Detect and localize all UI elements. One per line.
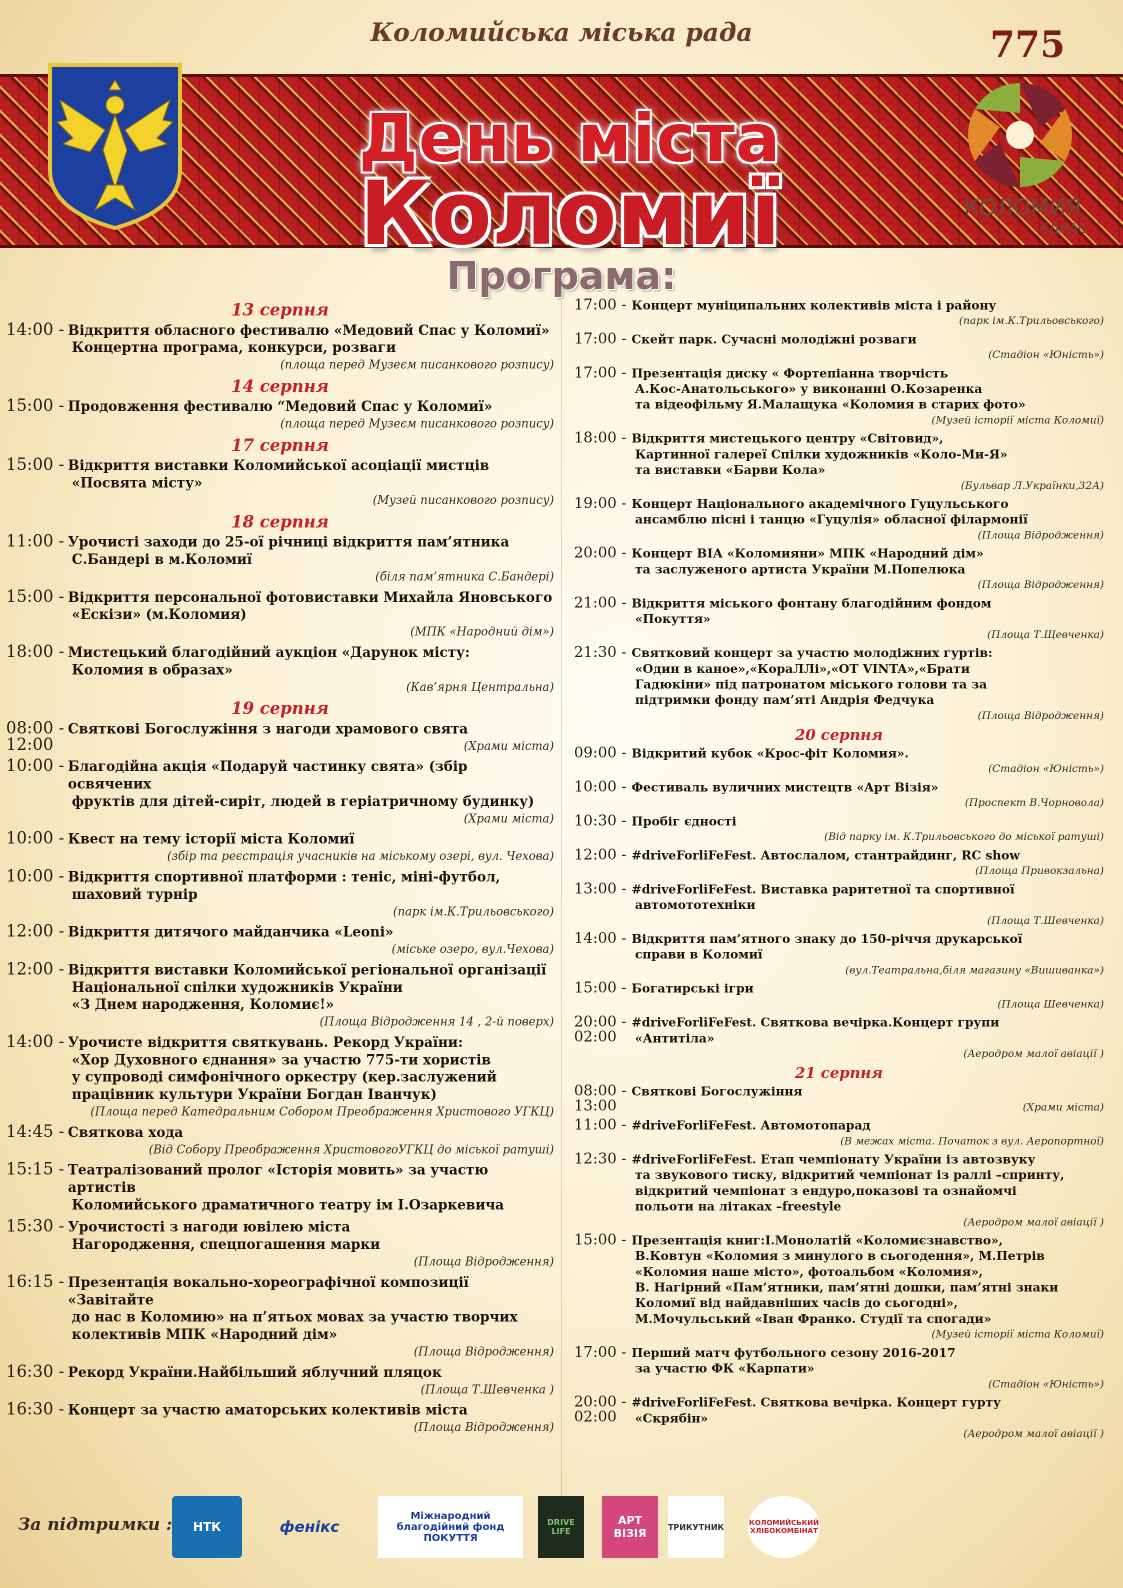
event-location: (Стадіон «Юність») [988, 348, 1104, 361]
event-description: Концерт муніципальних колективів міста і району [631, 298, 997, 313]
event-time: 12:00 - [6, 922, 65, 942]
event-description: Презентація диску « Фортепіанна творчість [631, 366, 949, 381]
event-description: працівник культури України Богдан Іванчук) [71, 1087, 437, 1104]
event-location: (Площа Привокзальна) [975, 864, 1104, 877]
event-time: 15:30 - [6, 1217, 65, 1237]
event-description: Святкові Богослужіння [631, 1084, 803, 1099]
event-location: (парк ім.К.Трильовського) [959, 314, 1104, 327]
event-entry [6, 831, 554, 864]
event-description: Перший матч футбольного сезону 2016-2017 [631, 1346, 956, 1361]
event-time: 20:00 - [574, 544, 627, 563]
event-description: Богатирські ігри [631, 982, 754, 997]
event-location: (Площа перед Катедральним Собором Преображення Христового УГКЦ) [90, 1104, 554, 1119]
event-entry [574, 643, 1104, 723]
event-description: #driveForliFeFest. Етап чемпіонату України із автозвуку [631, 1152, 1036, 1167]
event-description: В.Ковтун «Коломия з минулого в сьогодення», М.Петрів [635, 1249, 1045, 1264]
event-time: 13:00 - [574, 880, 627, 898]
event-time: 10:00 - [6, 829, 65, 849]
brand-name: КОЛОМИЯ [963, 196, 1082, 221]
event-description: та звукового тиску, відкритий чемпіонат із раллі –спринту, [635, 1168, 1065, 1183]
event-time: 14:00 - [6, 320, 65, 340]
event-entry [574, 882, 1104, 927]
event-description: Святковий концерт за участю молодіжних гуртів: [631, 646, 993, 661]
event-location: (Аеродром малої авіації ) [963, 1047, 1104, 1060]
coat-of-arms-icon [45, 60, 185, 230]
event-entry [6, 1219, 554, 1269]
event-description: відкритий чемпіонат з ендуро,показові та ознайомчі [635, 1184, 1017, 1199]
event-entry [6, 1274, 554, 1359]
event-time: 18:00 - [6, 642, 65, 662]
event-description: Картинної галереї Спілки художників «Коло-Ми-Я» [635, 447, 1008, 462]
event-entry [6, 1364, 554, 1397]
sponsor-fenix-logo: фенікс [279, 1518, 340, 1536]
event-description: «Покуття» [635, 612, 711, 627]
event-entry [6, 396, 554, 432]
event-location: (Аеродром малої авіації ) [963, 1215, 1104, 1228]
event-description: Урочисте відкриття святкувань. Рекорд України: [67, 1035, 463, 1051]
sponsor-ntk-logo: НТК [172, 1496, 242, 1558]
brand-slogan: ЄДНАЄ [1040, 222, 1087, 237]
event-location: (площа перед Музеєм писанкового розпису) [280, 357, 554, 372]
event-time: 12:00 - [6, 959, 65, 980]
event-time: 15:00 - [6, 587, 65, 607]
event-entry [6, 756, 554, 827]
event-description: С.Бандері в м.Коломиї [71, 552, 253, 568]
event-entry [6, 455, 554, 508]
event-description: до нас в Коломию» на п’ятьох мовах за участю творчих [71, 1310, 518, 1326]
event-description: Відкриття міського фонтану благодійним фондом [631, 596, 992, 611]
event-description: фруктів для дітей-сиріт, людей в геріатричному будинку) [71, 794, 535, 810]
event-time: 10:30 - [574, 812, 627, 830]
event-entry [574, 546, 1104, 591]
event-entry [6, 322, 554, 372]
event-description: справи в Коломиї [635, 948, 763, 963]
event-location: (Площа Т.Шевченка ) [420, 1382, 554, 1397]
event-description: «Один в каное»,«КораЛЛі»,«ОТ VINTA»,«Брати [635, 662, 970, 677]
event-entry [574, 1015, 1104, 1060]
event-description: та відеофільму Я.Малащука «Коломия в старих фото» [635, 398, 1026, 413]
event-description: М.Мочульський «Іван Франко. Студії та спогади» [635, 1312, 992, 1327]
event-description: польоти на літаках –freestyle [635, 1200, 842, 1214]
event-description: Концерт Національного академічного Гуцульського [631, 497, 1009, 512]
event-description: Фестиваль вуличних мистецтв «Арт Візія» [631, 780, 939, 795]
event-location: (Площа Відродження) [413, 1344, 554, 1359]
anniversary-number: 775 [990, 24, 1066, 66]
event-entry [6, 1034, 554, 1119]
event-description: А.Кос-Анатольського» у виконанні О.Козаренка [635, 382, 983, 397]
event-entry [6, 924, 554, 957]
event-entry [6, 1162, 554, 1214]
event-description: Відкриття обласного фестивалю «Медовий Спас у Коломиї» [67, 323, 550, 339]
event-time: 16:15 - [6, 1272, 65, 1292]
event-location: (Кав’ярня Центральна) [406, 680, 554, 694]
event-entry [6, 718, 554, 755]
event-time: 15:00 - [6, 396, 65, 417]
event-location: (В межах міста. Початок з вул. Аеропортної) [840, 1134, 1104, 1147]
event-time: 11:00 - [574, 1116, 627, 1134]
event-time: 17:00 - [574, 296, 627, 314]
event-entry [574, 332, 1104, 362]
event-location: (Площа Відродження) [413, 1254, 554, 1269]
event-location: (Стадіон «Юність») [988, 762, 1104, 775]
event-entry [574, 1233, 1104, 1341]
event-description: у супроводі симфонічного оркестру (кер.заслужений [71, 1070, 497, 1086]
event-location: (Стадіон «Юність») [988, 1377, 1104, 1391]
event-description: та виставки «Барви Кола» [635, 463, 826, 478]
event-entry [574, 1118, 1104, 1148]
event-location: (біля пам’ятника С.Бандері) [375, 569, 554, 584]
event-description: Відкриття мистецького центру «Світовид», [631, 432, 944, 447]
event-description: «Скрябін» [635, 1411, 709, 1426]
kolomyia-star-logo-icon [955, 75, 1085, 195]
date-heading: 13 серпня [231, 300, 329, 321]
event-time: 15:15 - [6, 1160, 65, 1180]
event-description: В. Нагірний «Пам’ятники, пам’ятні дошки, пам’ятні знаки [635, 1281, 1059, 1296]
event-entry [6, 1402, 554, 1435]
event-description: Відкриття дитячого майданчика «Leoni» [67, 924, 394, 941]
event-location: (Площа Відродження) [977, 528, 1104, 542]
event-entry [574, 929, 1104, 977]
event-description: Нагородження, спецпогашення марки [71, 1237, 381, 1254]
event-entry [6, 644, 554, 694]
program-left-column [6, 298, 554, 1440]
event-time: 10:00 - [574, 778, 627, 796]
date-heading: 21 серпня [795, 1064, 883, 1083]
sponsor-drive-life-logo: DRIVE LIFE [538, 1496, 584, 1558]
event-location: (Від Собору Преображення ХристовогоУГКЦ до міської ратуші) [148, 1142, 554, 1157]
event-description: Рекорд України.Найбільший яблучний пляцок [67, 1365, 442, 1381]
event-location: (площа перед Музеєм писанкового розпису) [280, 417, 554, 431]
date-heading: 14 серпня [231, 377, 329, 397]
event-description: Національної спілки художників України [71, 980, 403, 996]
event-entry [574, 1343, 1104, 1391]
event-time: 08:00 - 13:00 [574, 1082, 627, 1115]
sponsor-art-viziia-logo: АРТ ВІЗІЯ [602, 1496, 658, 1558]
event-description: Відкритий кубок «Крос-фіт Коломия». [631, 746, 909, 761]
event-description: Благодійна акція «Подаруй частинку свята» (збір освячених [67, 759, 468, 793]
event-location: (Храми міста) [463, 739, 554, 753]
event-entry [6, 959, 554, 1030]
event-time: 11:00 - [6, 532, 65, 552]
program-right-column [574, 298, 1104, 1445]
sponsors-label: За підтримки : [18, 1515, 173, 1535]
event-entry [574, 1395, 1104, 1440]
event-time: 17:00 - [574, 1343, 627, 1362]
event-entry [574, 746, 1104, 776]
event-description: Концерт за участю аматорських колективів міста [67, 1402, 468, 1419]
event-description: Відкриття виставки Коломийської асоціації мистців [67, 458, 490, 475]
event-location: (Храми міста) [1022, 1100, 1104, 1113]
event-description: Театралізований пролог «Історія мовить» за участю артистів [67, 1163, 489, 1196]
event-time: 15:00 - [6, 455, 65, 476]
event-location: (Музей писанкового розпису) [372, 493, 554, 507]
event-entry [574, 1152, 1104, 1229]
event-description: Святкові Богослужіння з нагоди храмового свята [67, 721, 469, 738]
event-description: за участю ФК «Карпати» [635, 1362, 815, 1377]
event-description: Скейт парк. Сучасні молодіжні розваги [631, 332, 917, 347]
event-location: (Площа Відродження) [977, 578, 1104, 591]
event-time: 21:00 - [574, 594, 627, 612]
event-location: (Храми міста) [463, 811, 554, 826]
event-time: 17:00 - [574, 364, 627, 382]
event-time: 19:00 - [574, 494, 627, 513]
event-location: (Площа Шевченка) [997, 997, 1104, 1011]
event-description: Гадюкіни» під патронатом міського голови та за [635, 677, 987, 692]
date-heading: 17 серпня [231, 436, 329, 456]
event-location: (МПК «Народний дім») [410, 625, 554, 639]
event-description: Презентація вокально-хореографічної композиції «Завітайте [67, 1275, 469, 1309]
event-entry [574, 596, 1104, 641]
event-location: (збір та реєстрація учасників на міському озері, вул. Чехова) [167, 849, 554, 864]
event-description: Відкриття спортивної платформи : теніс, міні-футбол, [67, 869, 501, 886]
event-entry [574, 494, 1104, 542]
event-description: «Посвята місту» [71, 476, 203, 492]
event-description: «Хор Духовного єднання» за участю 775-ти хористів [71, 1052, 491, 1069]
event-description: Мистецький благодійний аукціон «Дарунок місту: [67, 645, 470, 661]
event-location: (Проспект В.Чорновола) [964, 796, 1104, 809]
event-description: ансамблю пісні і танцю «Гуцулія» обласної філармонії [635, 513, 1028, 528]
date-heading: 19 серпня [231, 699, 329, 719]
event-description: автомототехніки [635, 898, 756, 913]
event-description: Урочисті заходи до 25-ої річниці відкриття пам’ятника [67, 535, 510, 551]
event-description: Урочистості з нагоди ювілею міста [67, 1220, 351, 1236]
event-time: 15:00 - [574, 1231, 627, 1249]
event-location: (Площа Відродження) [413, 1420, 554, 1434]
event-time: 21:30 - [574, 643, 627, 662]
date-heading: 18 серпня [231, 512, 329, 533]
event-time: 10:00 - [6, 756, 65, 776]
event-entry [6, 866, 554, 919]
event-entry [574, 981, 1104, 1011]
event-location: (Площа Т.Щевченка) [987, 628, 1104, 641]
event-entry [574, 366, 1104, 427]
event-location: (Площа Т.Шевченка) [987, 914, 1104, 927]
event-entry [6, 534, 554, 584]
event-entry [6, 589, 554, 639]
event-description: «Ескізи» (м.Коломия) [71, 607, 247, 624]
event-time: 20:00 - 02:00 [574, 1013, 627, 1046]
event-location: (Площа Відродження 14 , 2-й поверх) [319, 1014, 554, 1029]
event-entry [574, 848, 1104, 878]
event-description: Концертна програма, конкурси, розваги [71, 340, 396, 357]
event-description: #driveForliFeFest. Автомотопарад [631, 1118, 871, 1133]
event-time: 14:45 - [6, 1122, 65, 1142]
event-time: 12:30 - [574, 1150, 627, 1168]
event-time: 18:00 - [574, 429, 627, 448]
event-location: (Від парку ім. К.Трильовського до міської ратуші) [824, 830, 1104, 843]
event-description: Презентація книг:І.Монолатій «Коломиєзнавство», [631, 1234, 1003, 1248]
event-entry [574, 298, 1104, 328]
event-description: #driveForliFeFest. Святкова вечірка. Концерт гурту [631, 1396, 1001, 1411]
event-description: шаховий турнір [71, 887, 198, 903]
event-description: Концерт ВІА «Коломияни» МПК «Народний дім» [631, 547, 984, 562]
sponsor-pokuttia-logo: Міжнародний благодійний фонд ПОКУТТЯ [378, 1496, 523, 1558]
city-council-heading: Коломийська міська рада [370, 18, 753, 47]
event-description: Відкриття персональної фотовиставки Михайла Яновського [67, 590, 553, 606]
title-line-2: Коломиї [359, 162, 781, 265]
column-divider [561, 300, 562, 1500]
event-description: #driveForliFeFest. Виставка раритетної та спортивної [631, 882, 1015, 897]
event-entry [574, 1084, 1104, 1114]
sponsor-trykutnyk-logo: ТРИКУТНИК [668, 1496, 724, 1558]
event-location: (міське озеро, вул.Чехова) [391, 942, 554, 956]
date-heading: 20 серпня [795, 726, 883, 745]
event-time: 15:00 - [574, 979, 627, 997]
event-time: 14:00 - [6, 1032, 65, 1052]
event-time: 14:00 - [574, 929, 627, 948]
title-line-1: День міста [358, 100, 782, 177]
event-description: Пробіг єдності [631, 814, 737, 829]
event-description: Квест на тему історії міста Коломиї [67, 832, 355, 848]
event-location: (Аеродром малої авіації ) [963, 1427, 1104, 1440]
event-description: «З Днем народження, Коломиє!» [71, 997, 335, 1014]
event-location: (Музей історії міста Коломиї) [931, 1328, 1104, 1341]
event-description: «Коломия наше місто», фотоальбом «Коломия», [635, 1265, 983, 1280]
event-time: 16:30 - [6, 1400, 65, 1420]
event-location: (Бульвар Л.Українки,32А) [960, 479, 1104, 492]
event-description: та заслуженого артиста України М.Попелюка [635, 562, 966, 577]
event-time: 12:00 - [574, 846, 627, 864]
event-time: 20:00 - 02:00 [574, 1393, 627, 1426]
program-heading: Програма: [446, 254, 677, 298]
event-description: #driveForliFeFest. Святкова вечірка.Концерт групи [631, 1016, 1000, 1031]
event-description: колективів МПК «Народний дім» [71, 1327, 338, 1343]
sponsor-bakery-logo: КОЛОМИЙСЬКИЙ ХЛІБОКОМБІНАТ [748, 1496, 820, 1558]
event-time: 09:00 - [574, 744, 627, 762]
event-time: 17:00 - [574, 330, 627, 348]
event-description: «Антитіла» [635, 1031, 715, 1046]
event-description: #driveForliFeFest. Автослалом, стантрайдинг, RC show [631, 848, 1020, 863]
event-description: Святкова хода [67, 1125, 184, 1141]
event-entry [574, 814, 1104, 844]
event-entry [6, 1124, 554, 1157]
event-time: 16:30 - [6, 1362, 65, 1382]
event-time: 10:00 - [6, 866, 65, 887]
event-description: Відкриття виставки Коломийської регіональної організації [67, 962, 547, 979]
event-description: Коломия в образах» [71, 662, 233, 679]
event-entry [574, 780, 1104, 810]
event-description: Коломийського драматичного театру ім І.Озаркевича [71, 1197, 505, 1214]
event-description: Продовження фестивалю “Медовий Спас у Коломиї» [67, 399, 493, 416]
event-description: Відкриття пам’ятного знаку до 150-річчя друкарської [631, 932, 1023, 947]
event-location: (вул.Театральна,біля магазину «Вишиванка») [845, 963, 1104, 977]
event-description: підтримки фонду пам’яті Андрія Федчука [635, 693, 935, 708]
event-time: 08:00 - 12:00 [6, 718, 65, 755]
event-location: (Площа Відродження) [977, 709, 1104, 722]
event-description: Коломиї від найдавніших часів до сьогодні», [635, 1296, 958, 1311]
event-location: (Музей історії міста Коломиї) [931, 413, 1104, 427]
event-entry [574, 431, 1104, 492]
event-location: (парк ім.К.Трильовського) [393, 904, 554, 919]
